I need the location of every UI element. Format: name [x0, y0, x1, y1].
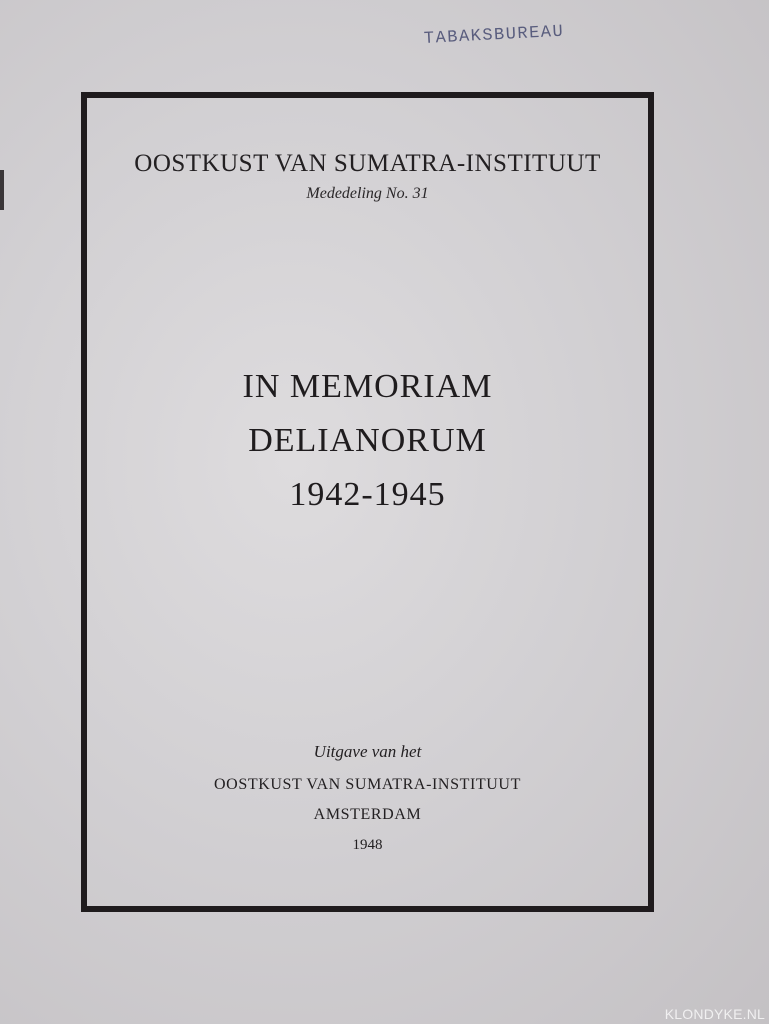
- title-line-2: DELIANORUM: [248, 422, 487, 459]
- title-years: 1942-1945: [289, 476, 446, 513]
- publication-year: 1948: [352, 837, 383, 853]
- publisher-block: [87, 742, 648, 860]
- title-line-1: IN MEMORIAM: [242, 368, 493, 405]
- publisher-name: OOSTKUST VAN SUMATRA-INSTITUUT: [214, 776, 521, 793]
- publisher-city: AMSTERDAM: [313, 806, 422, 823]
- book-title: [87, 360, 648, 522]
- cover-frame: [81, 92, 654, 912]
- site-watermark: KLONDYKE.NL: [664, 1006, 765, 1022]
- institute-title: OOSTKUST VAN SUMATRA-INSTITUUT: [134, 150, 601, 177]
- spine-edge: [0, 170, 4, 210]
- publisher-intro: Uitgave van het: [313, 742, 422, 761]
- library-stamp: TABAKSBUREAU: [423, 22, 565, 49]
- series-number: Mededeling No. 31: [306, 185, 429, 202]
